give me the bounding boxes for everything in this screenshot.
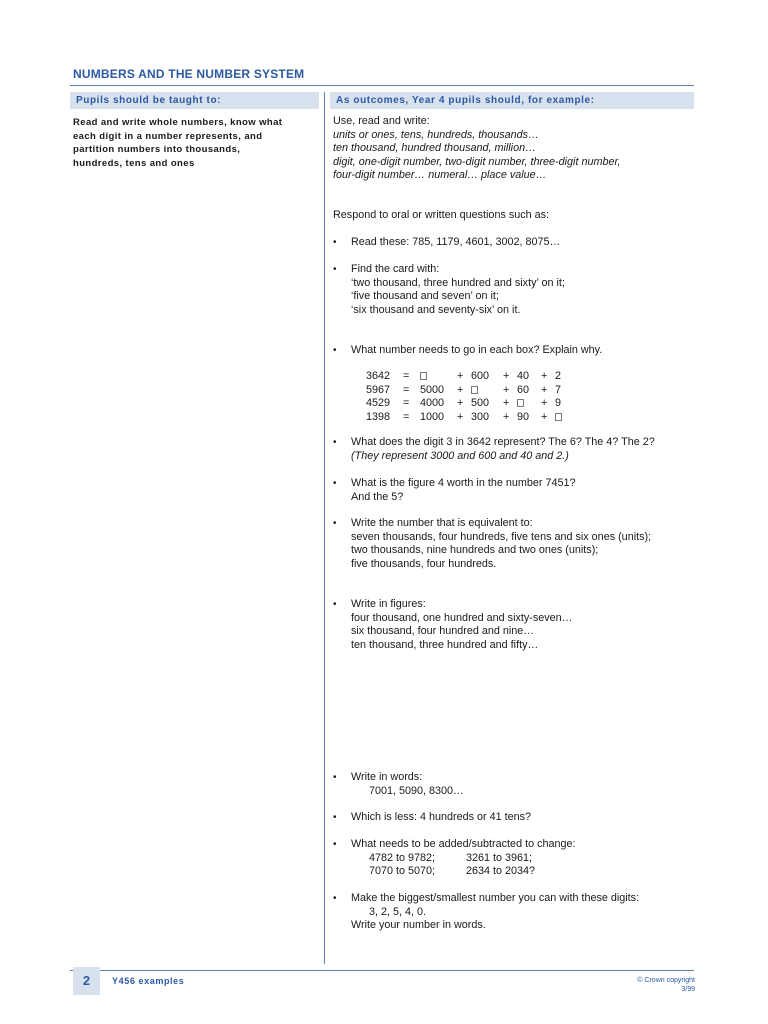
right-column-heading: As outcomes, Year 4 pupils should, for example: xyxy=(330,92,694,109)
change-item: 4782 to 9782; xyxy=(369,851,436,864)
question-values: 7001, 5090, 8300… xyxy=(369,784,464,797)
equation-row xyxy=(366,397,731,411)
page-title: NUMBERS AND THE NUMBER SYSTEM xyxy=(73,67,305,81)
change-row xyxy=(369,865,698,879)
eq-cell: 60 xyxy=(517,383,530,396)
question-worth xyxy=(333,477,698,504)
eq-cell: 3642 xyxy=(366,370,391,382)
question-values: 3, 2, 5, 4, 0. xyxy=(369,905,427,918)
answer-box-icon xyxy=(471,384,503,398)
left-column-heading: Pupils should be taught to: xyxy=(70,92,319,109)
equation-table xyxy=(366,370,731,424)
eq-cell: 5967 xyxy=(366,383,391,396)
equation-row xyxy=(366,411,731,425)
vocabulary-intro: Use, read and write: xyxy=(333,115,430,127)
question-text: Which is less: 4 hundreds or 41 tens? xyxy=(351,811,532,823)
answer-box-icon xyxy=(420,370,457,384)
eq-cell: + xyxy=(541,397,548,410)
eq-cell: 500 xyxy=(471,397,490,410)
learning-objective: Read and write whole numbers, know what each digit in a number represents, and partition numbers into thousands, hundreds, tens and ones xyxy=(73,117,283,169)
eq-cell: 5000 xyxy=(420,383,445,396)
change-row xyxy=(369,852,698,866)
change-item: 2634 to 2034? xyxy=(466,865,536,878)
eq-cell: 90 xyxy=(517,410,530,423)
bullet-icon: • xyxy=(333,264,337,275)
vocabulary-line: units or ones, tens, hundreds, thousands… xyxy=(333,128,539,141)
question-figures xyxy=(333,598,698,652)
question-text: What does the digit 3 in 3642 represent? The 6? The 4? The 2? xyxy=(351,436,655,448)
bullet-icon: • xyxy=(333,518,337,529)
eq-cell: + xyxy=(541,410,548,423)
eq-cell: 300 xyxy=(471,410,490,423)
question-digits xyxy=(333,892,698,933)
question-read xyxy=(333,236,698,250)
eq-cell: 600 xyxy=(471,370,490,382)
eq-cell: 7 xyxy=(555,383,562,396)
eq-cell: + xyxy=(503,410,510,423)
question-text: What needs to be added/subtracted to change: xyxy=(351,838,576,850)
bullet-icon: • xyxy=(333,437,337,448)
question-text: Write in figures: four thousand, one hundred and sixty-seven… six thousand, four hundred and nine… ten thousand, three hundred and fifty… xyxy=(351,598,573,651)
bullet-icon: • xyxy=(333,893,337,904)
title-rule xyxy=(70,85,694,86)
eq-cell: + xyxy=(503,370,510,382)
question-box xyxy=(333,344,698,358)
page-number: 2 xyxy=(73,967,100,995)
question-find-card xyxy=(333,263,698,317)
eq-cell: 4000 xyxy=(420,397,445,410)
vocabulary-line: ten thousand, hundred thousand, million… xyxy=(333,142,536,155)
eq-cell: = xyxy=(403,397,410,410)
eq-cell: = xyxy=(403,370,410,382)
question-text: Write in words: xyxy=(351,771,423,783)
question-text: Write the number that is equivalent to: seven thousands, four hundreds, five tens and six ones (units); two thousands, nine hundreds and two ones (units); five thousands, four hundreds. xyxy=(351,517,652,570)
eq-cell: + xyxy=(457,397,464,410)
question-less xyxy=(333,811,698,825)
eq-cell: + xyxy=(503,397,510,410)
bullet-icon: • xyxy=(333,839,337,850)
eq-cell: = xyxy=(403,383,410,396)
eq-cell: 1398 xyxy=(366,410,391,423)
vocabulary-line: four-digit number… numeral… place value… xyxy=(333,169,547,182)
answer-box-icon xyxy=(555,411,575,425)
bullet-icon: • xyxy=(333,772,337,783)
respond-instruction: Respond to oral or written questions such as: xyxy=(333,209,550,221)
eq-cell: = xyxy=(403,410,410,423)
bullet-icon: • xyxy=(333,478,337,489)
question-text: Find the card with: ‘two thousand, three hundred and sixty’ on it; ‘five thousand and seven’ on it; ‘six thousand and seventy-six’ on it. xyxy=(351,263,565,316)
question-text: What number needs to go in each box? Explain why. xyxy=(351,344,603,356)
eq-cell: + xyxy=(457,383,464,396)
copyright-block xyxy=(560,976,695,994)
bullet-icon: • xyxy=(333,345,337,356)
eq-cell: 9 xyxy=(555,397,562,410)
bullet-icon: • xyxy=(333,812,337,823)
answer-box-icon xyxy=(517,397,541,411)
question-text: What is the figure 4 worth in the number 7451? And the 5? xyxy=(351,477,576,503)
question-equivalent xyxy=(333,517,698,571)
bullet-icon: • xyxy=(333,237,337,248)
eq-cell: + xyxy=(541,383,548,396)
question-words xyxy=(333,771,698,798)
eq-cell: 1000 xyxy=(420,410,445,423)
question-text: Read these: 785, 1179, 4601, 3002, 8075… xyxy=(351,236,561,248)
column-divider xyxy=(324,92,325,964)
eq-cell: 2 xyxy=(555,370,562,382)
equation-row xyxy=(366,384,731,398)
eq-cell: + xyxy=(503,383,510,396)
question-change xyxy=(333,838,698,879)
equation-row xyxy=(366,370,731,384)
eq-cell: 4529 xyxy=(366,397,391,410)
question-digit xyxy=(333,436,698,463)
change-item: 3261 to 3961; xyxy=(466,851,533,864)
bullet-icon: • xyxy=(333,599,337,610)
eq-cell: + xyxy=(457,410,464,423)
question-text: Write your number in words. xyxy=(351,919,486,932)
answer-text: (They represent 3000 and 600 and 40 and 2.) xyxy=(351,449,569,462)
copyright-text: © Crown copyright xyxy=(637,977,695,984)
change-item: 7070 to 5070; xyxy=(369,865,436,878)
question-text: Make the biggest/smallest number you can with these digits: xyxy=(351,892,640,904)
eq-cell: 40 xyxy=(517,370,530,382)
vocabulary-line: digit, one-digit number, two-digit number, three-digit number, xyxy=(333,155,621,168)
eq-cell: + xyxy=(541,370,548,382)
footer-rule xyxy=(70,970,694,971)
eq-cell: + xyxy=(457,370,464,382)
copyright-date: 3/99 xyxy=(681,986,695,993)
vocabulary-block xyxy=(333,115,698,183)
footer-label: Y456 examples xyxy=(112,976,185,986)
